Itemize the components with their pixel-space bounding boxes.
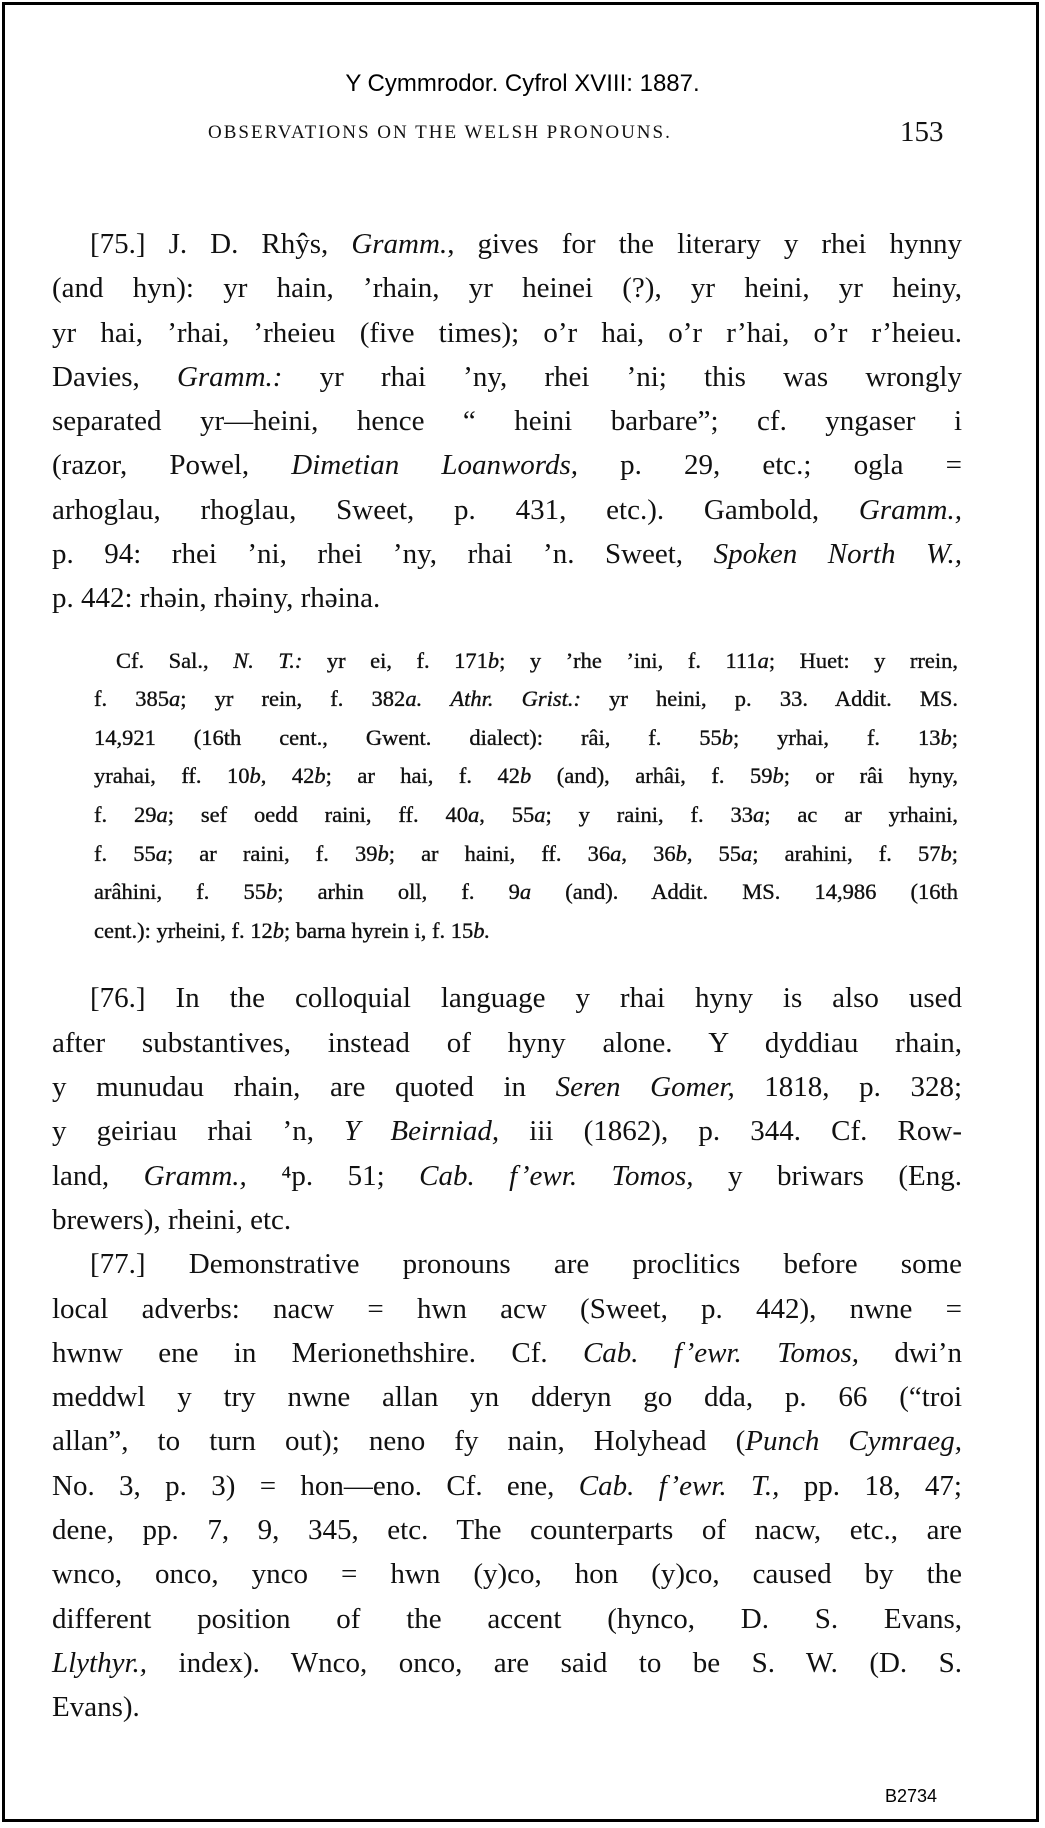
italic-text: a — [155, 840, 167, 866]
text-line — [52, 1109, 962, 1153]
text-line — [52, 266, 962, 310]
italic-text: a — [156, 802, 168, 828]
text-segment: (and), arhâi, f. 59 — [531, 763, 773, 789]
text-segment: [75.] J. D. Rhŷs, — [90, 228, 352, 260]
collection-header: Y Cymmrodor. Cyfrol XVIII: 1887. — [345, 70, 700, 97]
text-line — [52, 1685, 962, 1729]
text-line — [52, 1065, 962, 1109]
text-segment — [422, 686, 450, 711]
text-line — [52, 311, 962, 355]
italic-text: b — [940, 724, 952, 750]
text-line — [52, 443, 962, 487]
text-segment: y munudau rhain, are quoted in — [52, 1071, 556, 1104]
text-segment: , 36 — [621, 840, 676, 866]
text-segment: local adverbs: nacw = hwn acw (Sweet, p. 442), nwne = — [52, 1292, 962, 1325]
text-segment: ; arhin oll, f. 9 — [277, 879, 520, 905]
text-segment: land, — [52, 1159, 144, 1192]
text-segment: p. 94: rhei ’ni, rhei ’ny, rhai ’n. Sweet, — [52, 538, 714, 571]
italic-text: Punch Cymraeg, — [745, 1425, 962, 1458]
italic-text: b. — [473, 917, 491, 943]
text-line — [94, 680, 958, 719]
text-segment: ; ac ar yrhaini, — [764, 802, 959, 828]
text-segment: index). Wnco, onco, are said to be S. W. (D. S. — [147, 1646, 962, 1679]
italic-text: a — [610, 840, 622, 866]
italic-text: Llythyr., — [52, 1646, 148, 1679]
text-segment: y briwars (Eng. — [693, 1159, 962, 1192]
footnote-block — [94, 642, 958, 951]
italic-text: b — [314, 763, 326, 789]
text-segment: yr hai, ’rhai, ’rheieu (five times); o’r hai, o’r r’hai, o’r r’heieu. — [52, 316, 962, 349]
italic-text: Cab. f’ewr. T., — [578, 1469, 780, 1502]
text-line — [52, 1508, 962, 1552]
text-segment: (and). Addit. MS. 14,986 (16th — [531, 879, 958, 905]
italic-text: Athr. Grist.: — [450, 686, 582, 712]
italic-text: Gramm.: — [176, 360, 283, 393]
text-segment: p. 29, etc.; ogla = — [578, 449, 962, 482]
text-segment: ; ar raini, f. 39 — [166, 840, 378, 866]
text-segment: ; y raini, f. 33 — [545, 802, 754, 828]
text-line — [52, 1552, 962, 1596]
text-segment: (and hyn): yr hain, ’rhain, yr heinei (?), yr heini, yr heiny, — [52, 272, 962, 305]
text-line — [52, 1242, 962, 1286]
italic-text: b — [487, 647, 500, 673]
text-segment: brewers), rheini, etc. — [52, 1203, 292, 1236]
text-segment: ; ar hai, f. 42 — [325, 763, 520, 789]
text-segment: after substantives, instead of hyny alone. Y dyddiau rhain, — [52, 1026, 962, 1059]
text-segment: Evans). — [52, 1691, 140, 1724]
text-segment: , 42 — [260, 763, 315, 789]
text-segment: ; y ’rhe ’ini, f. 111 — [499, 647, 758, 673]
italic-text: Gramm., — [858, 493, 962, 526]
page-body — [0, 222, 1045, 1729]
italic-text: Cab. f’ewr. Tomos, — [582, 1336, 860, 1369]
text-segment: ; ar haini, ff. 36 — [388, 840, 611, 866]
text-segment: yr ei, f. 171 — [302, 647, 488, 673]
text-segment: ⁴p. 51; — [246, 1159, 420, 1192]
text-segment: arâhini, f. 55 — [94, 879, 266, 905]
italic-text: a. — [405, 686, 423, 712]
text-segment: Cf. Sal., — [116, 647, 234, 673]
text-line — [52, 1641, 962, 1685]
text-segment: meddwl y try nwne allan yn dderyn go dda, p. 66 (“troi — [52, 1381, 962, 1414]
italic-text: Dimetian Loanwords, — [291, 449, 579, 482]
text-line — [94, 912, 958, 951]
italic-text: a — [741, 840, 753, 866]
text-segment: p. 442: rhəin, rhəiny, rhəina. — [52, 582, 381, 615]
text-segment: arhoglau, rhoglau, Sweet, p. 431, etc.). Gambold, — [52, 493, 859, 526]
text-segment: ; — [951, 724, 958, 750]
text-segment: separated yr—heini, hence “ heini barbare”; cf. yngaser i — [52, 405, 962, 438]
running-head: OBSERVATIONS ON THE WELSH PRONOUNS. — [208, 122, 672, 143]
catalogue-number: B2734 — [885, 1786, 938, 1806]
italic-text: b — [272, 917, 284, 943]
italic-text: b — [519, 763, 532, 789]
text-line — [94, 757, 958, 796]
text-segment: 14,921 (16th cent., Gwent. dialect): râi, f. 55 — [94, 724, 722, 750]
text-line — [52, 1021, 962, 1065]
text-line — [52, 1597, 962, 1641]
text-segment: yrahai, ff. 10 — [94, 763, 250, 789]
italic-text: a — [757, 647, 769, 673]
text-segment: ; barna hyrein i, f. 15 — [283, 917, 474, 943]
text-segment: f. 55 — [94, 840, 156, 866]
text-segment: , gives for the literary y rhei hynny — [447, 228, 962, 260]
italic-text: b — [377, 840, 389, 866]
italic-text: a — [519, 879, 532, 905]
text-line — [94, 642, 958, 681]
text-segment: ; or râi hyny, — [783, 763, 959, 789]
text-segment: iii (1862), p. 344. Cf. Row- — [499, 1115, 962, 1148]
text-segment: ; yr rein, f. 382 — [180, 686, 406, 712]
italic-text: Cab. f’ewr. Tomos, — [419, 1159, 694, 1192]
text-segment: yr heini, p. 33. Addit. MS. — [581, 686, 959, 712]
text-line — [52, 1464, 962, 1508]
text-segment: f. 29 — [94, 802, 157, 828]
italic-text: b — [940, 840, 952, 866]
paragraph-76 — [52, 976, 962, 1242]
text-segment: (razor, Powel, — [52, 449, 292, 482]
text-line — [52, 488, 962, 532]
text-line — [52, 1419, 962, 1463]
text-segment: y geiriau rhai ’n, — [52, 1115, 345, 1148]
text-line — [52, 1375, 962, 1419]
text-line — [52, 1154, 962, 1198]
paragraph-75 — [52, 222, 962, 621]
italic-text: b — [675, 840, 687, 866]
text-segment: ; — [951, 840, 959, 866]
text-line — [52, 532, 962, 576]
text-line — [52, 222, 962, 266]
text-segment: [76.] In the colloquial language y rhai hyny is also used — [90, 982, 962, 1015]
text-segment: ; arahini, f. 57 — [752, 840, 941, 866]
text-line — [52, 1331, 962, 1375]
text-segment: pp. 18, 47; — [779, 1469, 962, 1502]
italic-text: a — [534, 802, 546, 828]
text-segment: yr rhai ’ny, rhei ’ni; this was wrongly — [282, 360, 962, 393]
text-segment: allan”, to turn out); neno fy nain, Holyhead ( — [52, 1425, 746, 1458]
text-line — [52, 1287, 962, 1331]
italic-text: b — [721, 724, 734, 750]
text-segment: wnco, onco, ynco = hwn (y)co, hon (y)co, caused by the — [52, 1558, 962, 1591]
text-line — [52, 976, 962, 1020]
text-segment: ; sef oedd raini, ff. 40 — [167, 802, 468, 828]
text-line — [94, 719, 958, 758]
italic-text: N. T.: — [233, 647, 303, 673]
text-segment: ; yrhai, f. 13 — [733, 724, 941, 750]
italic-text: Gramm., — [143, 1159, 247, 1192]
paragraph-77 — [52, 1242, 962, 1729]
italic-text: Gramm. — [351, 228, 448, 260]
page-number: 153 — [900, 116, 944, 148]
text-segment: cent.): yrheini, f. 12 — [94, 917, 273, 943]
italic-text: a — [753, 802, 765, 828]
text-line — [94, 835, 958, 874]
text-line — [52, 399, 962, 443]
text-line — [52, 1198, 962, 1242]
text-segment: , 55 — [686, 840, 742, 866]
italic-text: Spoken North W., — [713, 538, 962, 571]
text-segment: No. 3, p. 3) = hon—eno. Cf. ene, — [52, 1469, 579, 1502]
text-segment: different position of the accent (hynco, D. S. Evans, — [52, 1602, 962, 1635]
text-segment: [77.] Demonstrative pronouns are proclitics before some — [90, 1248, 962, 1281]
text-segment: dwi’n — [859, 1336, 963, 1369]
italic-text: Seren Gomer, — [555, 1071, 735, 1104]
text-segment: 1818, p. 328; — [734, 1071, 963, 1104]
text-segment: f. 385 — [94, 686, 170, 712]
italic-text: a — [467, 802, 480, 828]
text-segment: hwnw ene in Merionethshire. Cf. — [52, 1336, 583, 1369]
italic-text: a — [169, 686, 181, 712]
italic-text: b — [265, 879, 278, 905]
text-line — [94, 796, 958, 835]
text-line — [52, 576, 962, 620]
text-segment: dene, pp. 7, 9, 345, etc. The counterparts of nacw, etc., are — [52, 1513, 962, 1546]
text-segment: ; Huet: y rrein, — [768, 647, 958, 673]
text-line — [52, 355, 962, 399]
text-line — [94, 873, 958, 912]
italic-text: b — [249, 763, 261, 789]
text-segment: , 55 — [479, 802, 535, 828]
italic-text: b — [772, 763, 784, 789]
text-segment: Davies, — [52, 360, 177, 393]
italic-text: Y Beirniad, — [344, 1115, 500, 1148]
